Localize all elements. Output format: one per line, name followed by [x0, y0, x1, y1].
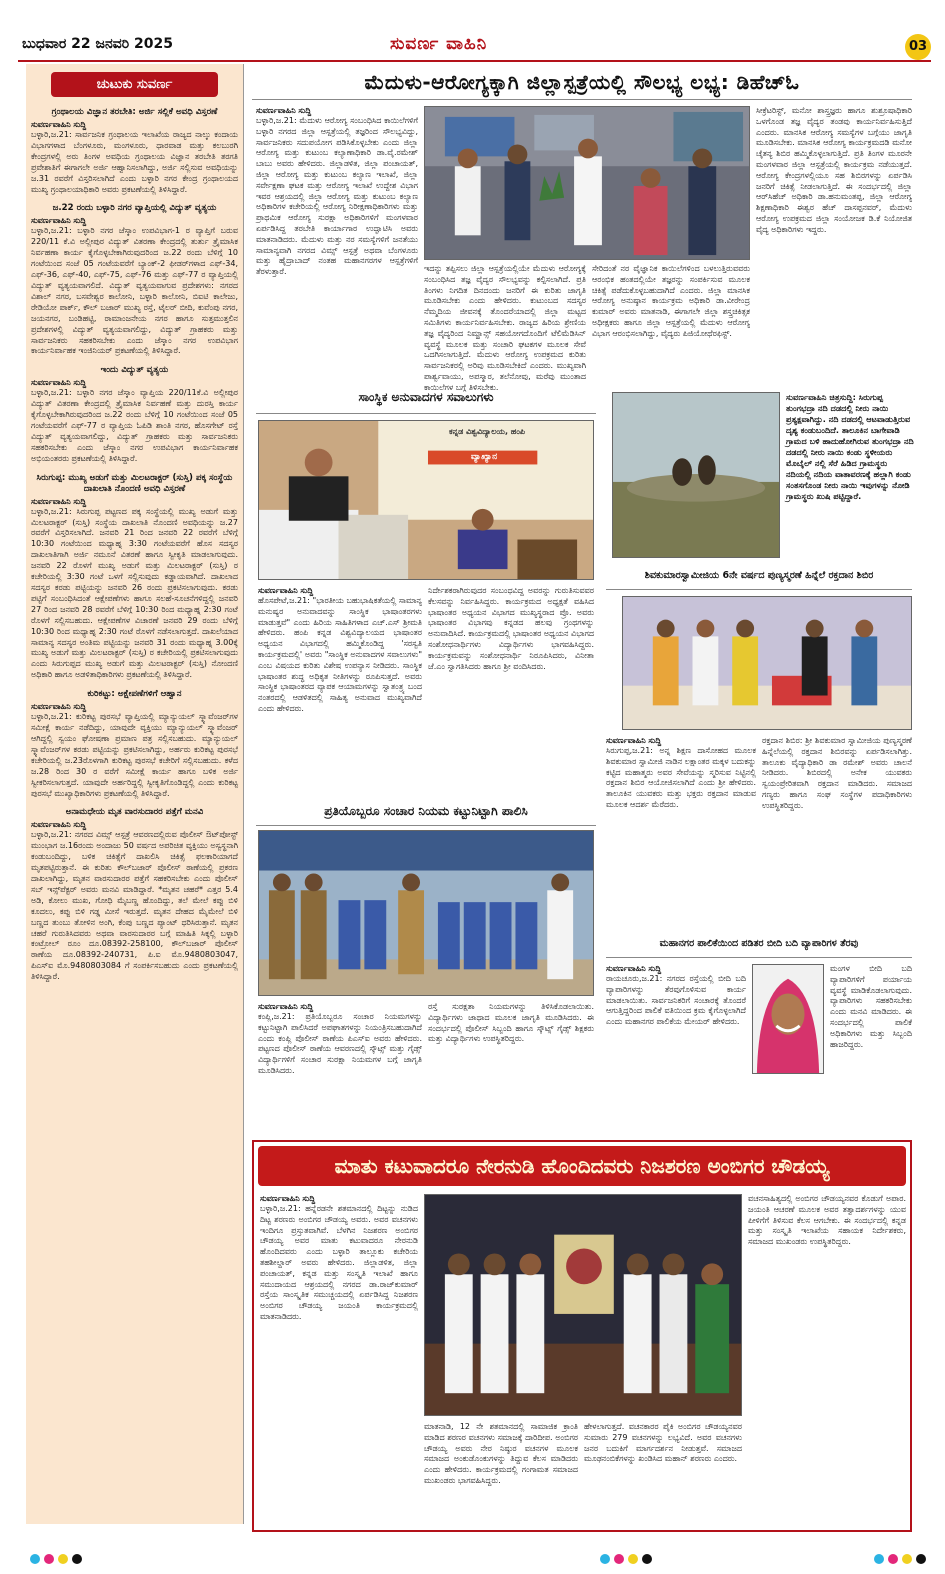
- masthead-rule: [18, 60, 931, 62]
- magenta-mark: [888, 1554, 898, 1564]
- brief-news-text: ಬಳ್ಳಾರಿ,ಜ.21: ಸಿರುಗುಪ್ಪ ಪಟ್ಟಣದ ಪಕ್ಕ ಸಂಸ್ಥೆಯಲ್ಲಿ ಮುಖ್ಯ ಅಡುಗೆ ಮತ್ತು ಮಿಲಟರಾಕ್ಟರ್ (ಸುಸ್ತಿ) ಸಂಸ್ಥೆಯ ದಾಖಲಾತಿ ನೊಂದಣಿ ಅವಧಿಯನ್ನು ಜ.27 ರವರೆಗೆ ವಿಸ್ತರಿಸಲಾಗಿದೆ. ಜನವರಿ 21 ರಿಂದ ಜನವರಿ 22 ರವರೆಗೆ ಬೆಳಿಗ್ಗೆ 10:30 ಗಂಟೆಯಿಂದ ಮಧ್ಯಾಹ್ನ 3:30 ಗಂಟೆಯವರೆಗೆ ಹೊಸ ಸದಸ್ಯರ ದಾಖಲಾತಿಗಾಗಿ ಅರ್ಜಿ ನಮೂನೆ ವಿತರಣೆ ಹಾಗೂ ಸ್ವೀಕೃತಿ ಮಾಡಲಾಗುವುದು. ಜನವರಿ 22 ರೊಳಗೆ ಮುಖ್ಯ ಅಡುಗೆ ಮತ್ತು ಮಿಲಟರಾಕ್ಟರ್ (ಸುಸ್ತಿ) ರ ಕಚೇರಿಯಲ್ಲಿ 3:30 ಗಂಟೆ ಒಳಗೆ ಸಲ್ಲಿಸುವುದು ಕಡ್ಡಾಯವಾಗಿದೆ. ದಾಖಲಾದ ಸದಸ್ಯರ ಕರಡು ಪಟ್ಟಿಯನ್ನು ಜನವರಿ 26 ರಂದು ಪ್ರಕಟಿಸಲಾಗುವುದು. ಕರಡು ಪಟ್ಟಿಗೆ ಸಂಬಂಧಿಸಿದಂತೆ ಆಕ್ಷೇಪಣೆಗಳು ಹಾಗೂ ಸಲಹೆ-ಸೂಚನೆಗಳಿದ್ದಲ್ಲಿ ಜನವರಿ 27 ರಿಂದ ಜನವರಿ 28 ರವರೆಗೆ ಬೆಳಿಗ್ಗೆ 10:30 ರಿಂದ ಮಧ್ಯಾಹ್ನ 2:30 ಗಂಟೆ ರೊಳಗೆ ಸಲ್ಲಿಸಬಹುದು. ಆಕ್ಷೇಪಣೆಗಳ ವಿಚಾರಣೆ ಜನವರಿ 29 ರಂದು ಬೆಳಿಗ್ಗೆ 10:30 ರಿಂದ ಮಧ್ಯಾಹ್ನ 2:30 ಗಂಟೆ ರೊಳಗೆ ನಡೆಸಲಾಗುತ್ತದೆ. ದಾಖಲೆಯಾದ ಸಾಮಾನ್ಯ ಸದಸ್ಯರ ಅಂತಿಮ ಪಟ್ಟಿಯನ್ನು ಜನವರಿ 31 ರಂದು ಮಧ್ಯಾಹ್ನ 3.00ಕ್ಕೆ ಮುಖ್ಯ ಅಡುಗೆ ಮತ್ತು ಮಿಲಟರಾಕ್ಟರ್ (ಸುಸ್ತಿ) ರ ಕಚೇರಿಯಲ್ಲಿ ಪ್ರಕಟಿಸಲಾಗುವುದು ಎಂದು ಸಿರುಗುಪ್ಪದ ಮುಖ್ಯ ಅಡುಗೆ ಮತ್ತು ಮಿಲಟರಾಕ್ಟರ್ (ಸುಸ್ತಿ) ನೋಂದಣಿ ಅಧಿಕಾರಿ ಹಾಗೂ ಅಡಳಿತಾಧಿಕಾರಿಗಳು ಪ್ರಕಟಣೆಯಲ್ಲಿ ತಿಳಿಸಿದ್ದಾರೆ.: [31, 506, 238, 680]
- blood-camp-text: ಸಿರುಗುಪ್ಪ,ಜ.21: ಅನ್ನ ಶಿಕ್ಷಣ ದಾಸೋಹದ ಮೂಲಕ ಶಿವಕುಮಾರ ಸ್ವಾಮೀಜಿ ನಾಡಿನ ಲಕ್ಷಾಂತರ ಮಕ್ಕಳ ಬದುಕನ್ನು ಕಟ್ಟಿದ ಮಹಾತ್ಮರು ಅವರ ಸೇವೆಯನ್ನು ಸ್ಮರಿಸುವ ನಿಟ್ಟಿನಲ್ಲಿ ರಕ್ತದಾನ ಶಿಬಿರ ಆಯೋಜಿಸಲಾಗಿದೆ ಎಂದು ಶ್ರೀ ಹೇಳಿದರು. ತಾಲೂಕಿನ ಯುವಕರು ಮತ್ತು ಭಕ್ತರು ರಕ್ತದಾನ ಮಾಡುವ ಮೂಲಕ ಆದರ್ಶ ಮೆರೆದರು.: [606, 746, 756, 809]
- brief-news-item: [31, 203, 238, 357]
- cultural-banner-text: ಕನ್ನಡ ವಿಶ್ವವಿದ್ಯಾಲಯ, ಹಂಪಿ: [448, 427, 526, 436]
- otter-photo: [612, 392, 780, 558]
- brief-news-text: ಬಳ್ಳಾರಿ,ಜ.21: ನಗರದ ವಿಮ್ಸ್ ಆಸ್ಪತ್ರೆ ಆವರಣದಲ್ಲಿರುವ ಪೊಲೀಸ್ ಔಟ್‌ಪೋಸ್ಟ್ ಮುಂಭಾಗ ಜ.16ರಂದು ಅಂದಾಜು 50 ವರ್ಷದ ಅಪರಿಚಿತ ವ್ಯಕ್ತಿಯು ಅಸ್ವಸ್ಥನಾಗಿ ಕಂಡುಬಂದಿದ್ದು, ಬಳಿಕ ಚಿಕಿತ್ಸೆಗೆ ದಾಖಲಿಸಿ ಚಿಕಿತ್ಸೆ ಫಲಕಾರಿಯಾಗದೆ ಮೃತಪಟ್ಟಿರುತ್ತಾನೆ. ಈ ಕುರಿತು ಕೌಲ್‌ಬಜಾರ್ ಪೊಲೀಸ್ ಠಾಣೆಯಲ್ಲಿ ಪ್ರಕರಣ ದಾಖಲಾಗಿದ್ದು, ಮೃತನ ವಾರಸುದಾರರ ಪತ್ತೆಗೆ ಸಹಕರಿಸಬೇಕು ಎಂದು ಪೊಲೀಸ್ ಸಬ್ ಇನ್ಸ್‌ಪೆಕ್ಟರ್ ಅವರು ಮನವಿ ಮಾಡಿದ್ದಾರೆ. *ಮೃತನ ಚಹರೆ* ಎತ್ತರ 5.4 ಅಡಿ, ಕೋಲು ಮುಖ, ಗೋಧಿ ಮೈಬಣ್ಣ ಹೊಂದಿದ್ದು, ತಲೆ ಮೇಲೆ ಕಪ್ಪು ಬಿಳಿ ಕೂದಲು, ಕಪ್ಪು ಬಿಳಿ ಗಡ್ಡ ಮೀಸೆ ಇರುತ್ತದೆ. ಮೃತನ ದೇಹದ ಮೈಮೇಲೆ ಬಿಳಿ ಬಣ್ಣದ ತುಂಬು ತೋಳಿನ ಅಂಗಿ, ಕೆಂಪು ಬಣ್ಣದ ಪ್ಯಾಂಟ್ ಧರಿಸಿರುತ್ತಾನೆ. ಮೃತನ ಚಹರೆ ಗುರುತಿಸಿದವರು ಅಥವಾ ವಾರಸುದಾರರ ಬಗ್ಗೆ ಮಾಹಿತಿ ಸಿಕ್ಕಲ್ಲಿ ಬಳ್ಳಾರಿ ಕಂಟ್ರೋಲ್ ರೂಂ ದೂ.08392-258100, ಕೌಲ್‌ಬಜಾರ್ ಪೊಲೀಸ್ ಠಾಣೆಯ ದೂ.08392-240731, ಪಿ.ಐ ಮೊ.9480803047, ಪಿಎಸ್‌ಐ ಮೊ.9480803084 ಗೆ ಸಂಪರ್ಕಿಸಬಹುದು ಎಂದು ಪ್ರಕಟಣೆಯಲ್ಲಿ ತಿಳಿಸಿದ್ದಾರೆ.: [31, 830, 238, 982]
- blood-camp-col2: [762, 736, 912, 932]
- brief-news-byline: ಸುವರ್ಣವಾಹಿನಿ ಸುದ್ದಿ: [31, 120, 87, 129]
- black-mark: [72, 1554, 82, 1564]
- brief-news-title: ಜ.22 ರಂದು ಬಳ್ಳಾರಿ ನಗರ ವ್ಯಾಪ್ತಿಯಲ್ಲಿ ವಿದ್ಯುತ್ ವ್ಯತ್ಯಯ: [52, 203, 217, 214]
- brief-news-text: ಬಳ್ಳಾರಿ,ಜ.21: ಕುರಿಕಟ್ಟ ಪುರಸಭೆ ವ್ಯಾಪ್ತಿಯಲ್ಲಿ ಮ್ಯಾನ್ಯುಯಲ್ ಸ್ಕ್ಯಾವೆಂಜರ್‌ಗಳ ಸಮೀಕ್ಷೆ ಕಾರ್ಯ ನಡೆದಿದ್ದು, ಯಾವುದೇ ವ್ಯಕ್ತಿಯು ಮ್ಯಾನ್ಯುಯಲ್ ಸ್ಕ್ಯಾವೆಂಜರ್ ಆಗಿದ್ದಲ್ಲಿ ಸ್ವಯಂ ಘೋಷಣಾ ಪ್ರಮಾಣ ಪತ್ರ ಸಲ್ಲಿಸಬಹುದು. ಮ್ಯಾನ್ಯುಯಲ್ ಸ್ಕ್ಯಾವೆಂಜರ್‌ಗಳ ಕರಡು ಪಟ್ಟಿಯನ್ನು ಪ್ರಕಟಿಸಲಾಗಿದ್ದು, ಅರ್ಹರು ಕುರಿಕಟ್ಟ ಪುರಸಭೆ ಕಚೇರಿಯಲ್ಲಿ ಜ.23ರೊಳಗಾಗಿ ಕುರಿಕಟ್ಟ ಪುರಸಭೆ ಕಚೇರಿಗೆ ಸಲ್ಲಿಸಬಹುದು. ಕಳೆದ ಜ.28 ರಿಂದ 30 ರ ವರೆಗೆ ಸಮೀಕ್ಷೆ ಕಾರ್ಯ ಹಾಗೂ ಬಳಿಕ ಅರ್ಜಿ ಸ್ವೀಕರಿಸಲಾಗುತ್ತದೆ. ಯಾವುದೇ ಅರ್ಹರಿದ್ದಲ್ಲಿ ಸ್ವೀಕೃತಿಗೊಂಡಿದ್ದಲ್ಲಿ ಎಂದು ಕುರಿಕಟ್ಟ ಪುರಸಭೆ ಮುಖ್ಯಾಧಿಕಾರಿಗಳು ಪ್ರಕಟಣೆಯಲ್ಲಿ ತಿಳಿಸಿದ್ದಾರೆ.: [31, 712, 238, 798]
- bottom-feature-col3: [584, 1422, 742, 1522]
- main-story-text: ಇದನ್ನು ತಪ್ಪಿಸಲು ಜಿಲ್ಲಾ ಆಸ್ಪತ್ರೆಯಲ್ಲಿಯೇ ಮೆದುಳು ಆರೋಗ್ಯಕ್ಕೆ ಸಂಬಂಧಿಸಿದ ತಜ್ಞ ವೈದ್ಯರ ಸೌಲಭ್ಯವನ್ನು ಕಲ್ಪಿಸಲಾಗಿದೆ. ಪ್ರತಿ ತಿಂಗಳು ನಿಗದಿತ ದಿನದಂದು ಜನರಿಗೆ ಈ ಕುರಿತು ಜಾಗೃತಿ ಮೂಡಿಸಬೇಕು ಎಂದು ಹೇಳಿದರು. ಕುಟುಂಬದ ಸದಸ್ಯರ ನೆಮ್ಮದಿಯ ಜೀವನಕ್ಕೆ ತೊಂದರೆಯಾದಲ್ಲಿ ಜಿಲ್ಲಾ ಮಟ್ಟದ ಸಮಿತಿಗಳು ಕಾರ್ಯನಿರ್ವಹಿಸಬೇಕು. ರಾಜ್ಯದ ಹಿರಿಯ ಶ್ರೇಣಿಯ ತಜ್ಞ ವೈದ್ಯರಿಂದ ನಿಮ್ಹಾನ್ಸ್ ಸಹಯೋಗದೊಂದಿಗೆ ಟೆಲಿಮೆಡಿಸಿನ್ ವ್ಯವಸ್ಥೆ ಮೂಲಕ ಮತ್ತು ಸಂಚಾರಿ ಘಟಕಗಳ ಮೂಲಕ ಸೇವೆ ಒದಗಿಸಲಾಗುತ್ತಿದೆ. ಮೆದುಳು ಆರೋಗ್ಯ ಉಪಕ್ರಮದ ಕುರಿತು ಸಾರ್ವಜನಿಕರಲ್ಲಿ ಅರಿವು ಮೂಡಿಸಬೇಕಿದೆ ಎಂದರು. ಮುಖ್ಯವಾಗಿ ಪಾರ್ಶ್ವವಾಯು, ಅಪಸ್ಮಾರ, ತಲೆನೋವು, ಮರೆವು ಮುಂತಾದ ಕಾಯಿಲೆಗಳ ಬಗ್ಗೆ ತಿಳಿಸಬೇಕು.: [424, 264, 586, 392]
- mayor-portrait: [752, 964, 824, 1074]
- newspaper-logo: [390, 34, 487, 54]
- yellow-mark: [58, 1554, 68, 1564]
- main-story-text: ಸೇರಿದಂತೆ ನರ ವೈಜ್ಞಾನಿಕ ಕಾಯಿಲೆಗಳಿಂದ ಬಳಲುತ್ತಿರುವವರು ಆರಂಭಿಕ ಹಂತದಲ್ಲಿಯೇ ತಜ್ಞರನ್ನು ಸಂಪರ್ಕಿಸುವ ಮೂಲಕ ಚಿಕಿತ್ಸೆ ಪಡೆದುಕೊಳ್ಳಬಹುದಾಗಿದೆ ಎಂದರು. ಜಿಲ್ಲಾ ಮಾನಸಿಕ ಆರೋಗ್ಯ ಅನುಷ್ಠಾನ ಕಾರ್ಯಕ್ರಮ ಅಧಿಕಾರಿ ಡಾ.ವೀರೇಂದ್ರ ಕುಮಾರ್ ಅವರು ಮಾತನಾಡಿ, ಈಗಾಗಲೇ ಜಿಲ್ಲಾ ಶಸ್ತ್ರಚಿಕಿತ್ಸಕ ಅಧೀಕ್ಷಕರು ಹಾಗೂ ಜಿಲ್ಲಾ ಆಸ್ಪತ್ರೆಯಲ್ಲಿ ಮೆದುಳು ಆರೋಗ್ಯ ವಿಭಾಗ ಆರಂಭಿಸಲಾಗಿದ್ದು, ವೈದ್ಯರು ಪಿಜಿಯೋಥೆರಫಿಸ್ಟ್.: [592, 264, 750, 338]
- traffic-story-col1: [258, 1002, 422, 1132]
- blood-camp-photo: [622, 596, 912, 730]
- brief-news-byline: ಸುವರ್ಣವಾಹಿನಿ ಸುದ್ದಿ: [31, 216, 87, 226]
- blood-camp-text: ರಕ್ತದಾನ ಶಿಬಿರ: ಶ್ರೀ ಶಿವಕುಮಾರ ಸ್ವಾಮೀಜಿಯ ಪುಣ್ಯಸ್ಮರಣೆ ಹಿನ್ನೆಲೆಯಲ್ಲಿ ರಕ್ತದಾನ ಶಿಬಿರವನ್ನು ಏರ್ಪಡಿಸಲಾಗಿತ್ತು. ತಾಲೂಕು ವೈದ್ಯಾಧಿಕಾರಿ ಡಾ ರಮೇಶ್ ಅವರು ಚಾಲನೆ ನೀಡಿದರು. ಶಿಬಿರದಲ್ಲಿ ಅನೇಕ ಯುವಕರು ಸ್ವಯಂಪ್ರೇರಿತವಾಗಿ ರಕ್ತದಾನ ಮಾಡಿದರು. ಸಮಾಜದ ಗಣ್ಯರು ಹಾಗೂ ಸಂಘ ಸಂಸ್ಥೆಗಳ ಪದಾಧಿಕಾರಿಗಳು ಉಪಸ್ಥಿತರಿದ್ದರು.: [762, 736, 912, 810]
- cyan-mark: [30, 1554, 40, 1564]
- brief-news-item: [31, 365, 238, 464]
- main-story-col1: [256, 106, 418, 390]
- brief-news-text: ಬಳ್ಳಾರಿ,ಜ.21: ಬಳ್ಳಾರಿ ನಗರ ಜೆಸ್ಕಾಂ ವ್ಯಾಪ್ತಿಯ 220/11ಕೆ.ವಿ ಅಲ್ಲೀಪುರ ವಿದ್ಯುತ್ ವಿತರಣಾ ಕೇಂದ್ರದಲ್ಲಿ ತ್ರೈಮಾಸಿಕ ನಿರ್ವಹಣೆ ಮತ್ತು ದುರಸ್ತಿ ಕಾರ್ಯ ಕೈಗೊಳ್ಳಬೇಕಾಗಿರುವುದರಿಂದ ಜ.22 ರಂದು ಬೆಳಿಗ್ಗೆ 10 ಗಂಟೆಯಿಂದ ಸಂಜೆ 05 ಗಂಟೆಯವರೆಗೆ ಎಫ್-77 ರ ವ್ಯಾಪ್ತಿಯ ಓಪಿಡಿ ಶಾಂತಿ ನಗರ, ಹೊಸಗೇಟ್ ರಸ್ತೆ ವಿದ್ಯುತ್ ವ್ಯತ್ಯಯವಾಗಲಿದ್ದು, ವಿದ್ಯುತ್ ಗ್ರಾಹಕರು ಮತ್ತು ಸಾರ್ವಜನಿಕರು ಸಹಕರಿಸಬೇಕು ಎಂದು ಜೆಸ್ಕಾಂ ನಗರ ಉಪವಿಭಾಗ ಕಾರ್ಯನಿರ್ವಾಹಕ ಅಭಿಯಂತರರು ಪ್ರಕಟಣೆಯಲ್ಲಿ ತಿಳಿಸಿದ್ದಾರೆ.: [31, 388, 238, 463]
- issue-date: ಬುಧವಾರ 22 ಜನವರಿ 2025: [22, 36, 173, 52]
- main-story-col3: [592, 264, 750, 380]
- brief-news-item: [31, 473, 238, 682]
- print-registration-marks: [0, 1540, 945, 1574]
- brief-news-item: [31, 689, 238, 799]
- main-headline: ಮೆದುಳು-ಆರೋಗ್ಯಕ್ಕಾಗಿ ಜಿಲ್ಲಾಸ್ಪತ್ರೆಯಲ್ಲಿ ಸೌಲಭ್ಯ ಲಭ್ಯ: ಡಿಹೆಚ್‌ಓ: [252, 66, 912, 100]
- bottom-feature-col2: [424, 1422, 578, 1522]
- brief-news-header: ಚುಟುಕು ಸುವರ್ಣ: [51, 72, 218, 97]
- otter-caption: ಸುವರ್ಣವಾಹಿನಿ ಚಿತ್ರಸುದ್ದಿ: ಸಿರುಗುಪ್ಪ ತುಂಗಭದ್ರಾ ನದಿ ದಡದಲ್ಲಿ ನೀರು ನಾಯಿ ಪ್ರತ್ಯಕ್ಷವಾಗಿದ್ದು. ನದಿ ದಡದಲ್ಲಿ ಆಟವಾಡುತ್ತಿರುವ ದೃಶ್ಯ ಕಂಡುಬಂದಿದೆ. ತಾಲೂಕಿನ ಬಾಗೇವಾಡಿ ಗ್ರಾಮದ ಬಳಿ ಹಾದುಹೋಗಿರುವ ತುಂಗಭದ್ರಾ ನದಿ ದಡದಲ್ಲಿ ನೀರು ನಾಯಿ ಕಂಡು ಸ್ಥಳೀಯರು ಮೊಬೈಲ್ ನಲ್ಲಿ ಸೆರೆ ಹಿಡಿದ ಗ್ರಾಮಸ್ಥರು ನದಿಯಲ್ಲಿ ನದಿಯ ವಾತಾವರಣಕ್ಕೆ ಹಲ್ಲಾಗಿ ಕಂಡು ಸಂತಸಗೊಂಡ ನೀರು ನಾಯಿ ಇವುಗಳನ್ನು ನೋಡಿ ಗ್ರಾಮಸ್ಥರು ಖುಷಿ ಪಟ್ಟಿದ್ದಾರೆ.: [786, 392, 914, 501]
- bottom-feature-byline: ಸುವರ್ಣವಾಹಿನಿ ಸುದ್ದಿ: [260, 1194, 316, 1203]
- bottom-feature-col1: [260, 1194, 418, 1526]
- blood-camp-headline: ಶಿವಕುಮಾರಸ್ವಾಮೀಜಿಯ 6ನೇ ವರ್ಷದ ಪುಣ್ಯಸ್ಮರಣೆ ಹಿನ್ನೆಲೆ ರಕ್ತದಾನ ಶಿಬಿರ: [606, 570, 912, 590]
- brief-news-column: [26, 64, 244, 1524]
- cultural-story-byline: ಸುವರ್ಣವಾಹಿನಿ ಸುದ್ದಿ: [258, 586, 314, 595]
- brief-news-title: ಸಿರುಗುಪ್ಪ: ಮುಖ್ಯ ಅಡುಗೆ ಮತ್ತು ಮಿಲಟರಾಕ್ಟರ್ (ಸುಸ್ತಿ) ಪಕ್ಕ ಸಂಸ್ಥೆಯ ದಾಖಲಾತಿ ನೊಂದಣಿ ಅವಧಿ ವಿಸ್ತರಣೆ: [36, 472, 233, 494]
- brief-news-text: ಬಳ್ಳಾರಿ,ಜ.21: ಬಳ್ಳಾರಿ ನಗರ ಜೆಸ್ಕಾಂ ಉಪವಿಭಾಗ-1 ರ ವ್ಯಾಪ್ತಿಗೆ ಬರುವ 220/11 ಕೆ.ವಿ ಅಲ್ಲೀಪುರ ವಿದ್ಯುತ್ ವಿತರಣಾ ಕೇಂದ್ರದಲ್ಲಿ ತುರ್ತು ತ್ರೈಮಾಸಿಕ ನಿರ್ವಹಣಾ ಕಾರ್ಯ ಕೈಗೊಳ್ಳಬೇಕಾಗಿರುವುದರಿಂದ ಜ.22 ರಂದು ಬೆಳಿಗ್ಗೆ 10 ಗಂಟೆಯಿಂದ ಸಂಜೆ 05 ಗಂಟೆಯವರೆಗೆ ಬ್ಯಾಂಕ್-2 ಫೀಡರ್‌ಗಳಾದ ಎಫ್-34, ಎಫ್-36, ಎಫ್-40, ಎಫ್-75, ಎಫ್-76 ಮತ್ತು ಎಫ್-77 ರ ವ್ಯಾಪ್ತಿಯಲ್ಲಿ ವಿದ್ಯುತ್ ವ್ಯತ್ಯಯವಾಗಲಿದೆ. ವಿದ್ಯುತ್ ವ್ಯತ್ಯಯವಾಗುವ ಪ್ರದೇಶಗಳು: ನಗರದ ವಿಶಾಲ್ ನಗರ, ಬಸವೇಶ್ವರ ಕಾಲೋನಿ, ಬಳ್ಳಾರಿ ಕಾಲೋನಿ, ಬಿಐಟಿ ಕಾಲೇಜು, ರೇಡಿಯೋ ಪಾರ್ಕ್, ಕೌಲ್ ಬಜಾರ್ ಮುಖ್ಯ ರಸ್ತೆ, ಟೈಲರ್ ಬೀದಿ, ಕುವೆಂಪು ನಗರ, ಜಯನಗರ, ಬಂಡಿಹಟ್ಟಿ, ರಾಮಾಂಜನೇಯ ನಗರ ಹಾಗೂ ಸುತ್ತಮುತ್ತಲಿನ ಪ್ರದೇಶಗಳಲ್ಲಿ ವಿದ್ಯುತ್ ವ್ಯತ್ಯಯವಾಗಲಿದ್ದು, ವಿದ್ಯುತ್ ಗ್ರಾಹಕರು ಮತ್ತು ಸಾರ್ವಜನಿಕರು ಸಹಕರಿಸಬೇಕು ಎಂದು ಜೆಸ್ಕಾಂ ನಗರ ಉಪವಿಭಾಗ ಕಾರ್ಯನಿರ್ವಾಹಕ ಇಂಜಿನಿಯರ್ ಪ್ರಕಟಣೆಯಲ್ಲಿ ತಿಳಿಸಿದ್ದಾರೆ.: [31, 226, 238, 356]
- brief-news-text: ಬಳ್ಳಾರಿ,ಜ.21: ಸಾರ್ವಜನಿಕ ಗ್ರಂಥಾಲಯ ಇಲಾಖೆಯ ರಾಜ್ಯದ ನಾಲ್ಕು ಕಂದಾಯ ವಿಭಾಗಗಳಾದ ಬೆಂಗಳೂರು, ಮಂಗಳೂರು, ಧಾರವಾಡ ಮತ್ತು ಕಲಬುರಗಿ ಕೇಂದ್ರಗಳಲ್ಲಿ ಅರು ತಿಂಗಳ ಅವಧಿಯ ಗ್ರಂಥಾಲಯ ವಿಜ್ಞಾನ ತರಬೇತಿ ತರಗತಿ ಪ್ರವೇಶಾತಿಗೆ ಈಗಾಗಲೇ ಅರ್ಜಿ ಆಹ್ವಾನಿಸಲಾಗಿದ್ದು, ಅರ್ಜಿ ಸಲ್ಲಿಸುವ ಅವಧಿಯನ್ನು ಜ.31 ರವರೆಗೆ ವಿಸ್ತರಿಸಲಾಗಿದೆ ಎಂದು ಬಳ್ಳಾರಿ ನಗರ ಕೇಂದ್ರ ಗ್ರಂಥಾಲಯದ ಮುಖ್ಯ ಗ್ರಂಥಾಲಯಾಧಿಕಾರಿ ಅವರು ಪ್ರಕಟಣೆಯಲ್ಲಿ ತಿಳಿಸಿದ್ದಾರೆ.: [31, 130, 238, 194]
- brief-news-byline: ಸುವರ್ಣವಾಹಿನಿ ಸುದ್ದಿ: [31, 702, 87, 712]
- traffic-story-text: ಕಂಪ್ಲಿ,ಜ.21: ಪ್ರತಿಯೊಬ್ಬರೂ ಸಂಚಾರ ನಿಯಮಗಳನ್ನು ಕಟ್ಟುನಿಟ್ಟಾಗಿ ಪಾಲಿಸಿದರೆ ಅಪಘಾತಗಳನ್ನು ನಿಯಂತ್ರಿಸಬಹುದಾಗಿದೆ ಎಂದು ಕಂಪ್ಲಿ ಪೊಲೀಸ್ ಠಾಣೆಯ ಪಿಎಸ್‌ಐ ಅವರು ಹೇಳಿದರು. ಪಟ್ಟಣದ ಪೊಲೀಸ್ ಠಾಣೆಯ ಆವರಣದಲ್ಲಿ ಸ್ಕೌಟ್ಸ್ ಮತ್ತು ಗೈಡ್ಸ್ ವಿದ್ಯಾರ್ಥಿಗಳಿಗೆ ಸಂಚಾರ ಸುರಕ್ಷಾ ನಿಯಮಗಳ ಬಗ್ಗೆ ಜಾಗೃತಿ ಮೂಡಿಸಿದರು.: [258, 1012, 422, 1075]
- black-mark: [916, 1554, 926, 1564]
- bottom-feature-text: ಬಳ್ಳಾರಿ,ಜ.21: ಹನ್ನೆರಡನೇ ಶತಮಾನದಲ್ಲಿ ದಿಟ್ಟನ್ನು ನುಡಿದ ದಿಟ್ಟ ಶರಣರು ಅಂಬಿಗರ ಚೌಡಯ್ಯ ಅವರು. ಅವರ ವಚನಗಳು ಇಂದಿಗೂ ಪ್ರಸ್ತುತವಾಗಿವೆ. ಬೆಳಗಿನ ನಿಜಶರಣ ಅಂಬಿಗರ ಚೌಡಯ್ಯ ಅವರ ಮಾತು ಕಟುವಾದರೂ ನೇರನುಡಿ ಹೊಂದಿದವರು ಎಂದು ಬಳ್ಳಾರಿ ತಾಲ್ಲೂಕು ಕಚೇರಿಯ ತಹಶೀಲ್ದಾರ್ ಅವರು ಹೇಳಿದರು. ಜಿಲ್ಲಾಡಳಿತ, ಜಿಲ್ಲಾ ಪಂಚಾಯತ್, ಕನ್ನಡ ಮತ್ತು ಸಂಸ್ಕೃತಿ ಇಲಾಖೆ ಹಾಗೂ ಸಮುದಾಯದ ಆಶ್ರಯದಲ್ಲಿ ನಗರದ ಡಾ.ರಾಜ್‌ಕುಮಾರ್ ರಸ್ತೆಯ ಸಾಂಸ್ಕೃತಿಕ ಸಮುಚ್ಚಯದಲ್ಲಿ ಏರ್ಪಡಿಸಿದ್ದ ನಿಜಶರಣ ಅಂಬಿಗರ ಚೌಡಯ್ಯ ಜಯಂತಿ ಕಾರ್ಯಕ್ರಮದಲ್ಲಿ ಮಾತನಾಡಿದರು.: [260, 1204, 418, 1321]
- cultural-banner-title: ವ್ಯಾಖ್ಯಾನ: [470, 452, 498, 462]
- blood-camp-byline: ಸುವರ್ಣವಾಹಿನಿ ಸುದ್ದಿ: [606, 736, 662, 745]
- traffic-story-text: ರಸ್ತೆ ಸುರಕ್ಷತಾ ನಿಯಮಗಳನ್ನು ತಿಳಿಸಿಕೊಡಲಾಯಿತು. ವಿದ್ಯಾರ್ಥಿಗಳು ಜಾಥಾದ ಮೂಲಕ ಜಾಗೃತಿ ಮೂಡಿಸಿದರು. ಈ ಸಂದರ್ಭದಲ್ಲಿ ಪೊಲೀಸ್ ಸಿಬ್ಬಂದಿ ಹಾಗೂ ಸ್ಕೌಟ್ಸ್ ಗೈಡ್ಸ್ ಶಿಕ್ಷಕರು ಮತ್ತು ವಿದ್ಯಾರ್ಥಿಗಳು ಉಪಸ್ಥಿತರಿದ್ದರು.: [428, 1002, 594, 1044]
- cyan-mark: [874, 1554, 884, 1564]
- cultural-story-col2: [428, 586, 594, 796]
- brief-news-byline: ಸುವರ್ಣವಾಹಿನಿ ಸುದ್ದಿ: [31, 496, 87, 506]
- vendor-story-headline: ಮಹಾನಗರ ಪಾಲಿಕೆಯಿಂದ ಪಡಿತರ ಬೀದಿ ಬದಿ ವ್ಯಾಪಾರಿಗಳ ತೆರವು: [606, 938, 912, 958]
- yellow-mark: [628, 1554, 638, 1564]
- vendor-story-col1: [606, 964, 746, 1134]
- brief-news-title: ಗ್ರಂಥಾಲಯ ವಿಜ್ಞಾನ ತರಬೇತಿ: ಅರ್ಜಿ ಸಲ್ಲಿಕೆ ಅವಧಿ ವಿಸ್ತರಣೆ: [51, 107, 218, 117]
- traffic-story-photo: [258, 830, 594, 996]
- vendor-story-byline: ಸುವರ್ಣವಾಹಿನಿ ಸುದ್ದಿ: [606, 964, 662, 973]
- brief-news-title: ಇಂದು ವಿದ್ಯುತ್ ವ್ಯತ್ಯಯ: [100, 365, 169, 376]
- vendor-story-text: ರಾಯಚೂರು,ಜ.21: ನಗರದ ರಸ್ತೆಯಲ್ಲಿ ಬೀದಿ ಬದಿ ವ್ಯಾಪಾರಿಗಳನ್ನು ತೆರವುಗೊಳಿಸುವ ಕಾರ್ಯ ಮಾಡಲಾಯಿತು. ಸಾರ್ವಜನಿಕರಿಗೆ ಸಂಚಾರಕ್ಕೆ ತೊಂದರೆ ಆಗುತ್ತಿದ್ದರಿಂದ ಪಾಲಿಕೆ ವತಿಯಿಂದ ಕ್ರಮ ಕೈಗೊಳ್ಳಲಾಗಿದೆ ಎಂದು ಮಹಾನಗರ ಪಾಲಿಕೆಯ ಮೇಯರ್ ಹೇಳಿದರು.: [606, 974, 746, 1027]
- cultural-story-photo: [258, 420, 594, 580]
- main-story-photo: [424, 106, 750, 260]
- blood-camp-col1: [606, 736, 756, 932]
- bottom-feature-photo: [424, 1194, 742, 1416]
- bottom-feature-box: [252, 1140, 912, 1532]
- main-story-byline: ಸುವರ್ಣವಾಹಿನಿ ಸುದ್ದಿ: [256, 106, 312, 115]
- brief-news-title: ಅನಾಮಧೇಯ ಮೃತ ವಾರಸುದಾರರ ಪತ್ತೆಗೆ ಮನವಿ: [65, 807, 204, 818]
- traffic-story-col2: [428, 1002, 594, 1132]
- vendor-story-text: ಮಂಗಳ ಬೀದಿ ಬದಿ ವ್ಯಾಪಾರಿಗಳಿಗೆ ಪರ್ಯಾಯ ವ್ಯವಸ್ಥೆ ಮಾಡಿಕೊಡಲಾಗುವುದು. ವ್ಯಾಪಾರಿಗಳು ಸಹಕರಿಸಬೇಕು ಎಂದು ಮನವಿ ಮಾಡಿದರು. ಈ ಸಂದರ್ಭದಲ್ಲಿ ಪಾಲಿಕೆ ಅಧಿಕಾರಿಗಳು ಮತ್ತು ಸಿಬ್ಬಂದಿ ಹಾಜರಿದ್ದರು.: [830, 964, 912, 1049]
- brief-news-title: ಕುರಿಕಟ್ಟು: ಅಕ್ಷೇಪಣೆಗಳಿಗೆ ಆಹ್ವಾನ: [87, 689, 182, 700]
- cultural-story-text: ಹೊಸಪೇಟೆ,ಜ.21: "ಭಾರತೀಯ ಬಹುಭಾಷಿಕತೆಯಲ್ಲಿ ಸಾಮಾನ್ಯ ಮನುಷ್ಯರ ಅನುವಾದವನ್ನು ಸಾಂಸ್ಥಿಕ ಭಾಷಾಂತರಗಳು ಮಾಡುತ್ತವೆ" ಎಂದು ಹಿರಿಯ ಸಾಹಿತಿಗಳಾದ ಎಚ್.ಎಸ್ ಶ್ರೀಮತಿ ಹೇಳಿದರು. ಹಂಪಿ ಕನ್ನಡ ವಿಶ್ವವಿದ್ಯಾಲಯದ ಭಾಷಾಂತರ ಅಧ್ಯಯನ ವಿಭಾಗದಲ್ಲಿ ಹಮ್ಮಿಕೊಂಡಿದ್ದ 'ಸರಸ್ವತಿ ಕಾರ್ಯಕ್ರಮದಲ್ಲಿ' ಅವರು "ಸಾಂಸ್ಥಿಕ ಅನುವಾದಗಳ ಸವಾಲುಗಳು" ಎಂಬ ವಿಷಯದ ಕುರಿತು ವಿಶೇಷ ಉಪನ್ಯಾಸ ನೀಡಿದರು. ಸಾಂಸ್ಥಿಕ ಭಾಷಾಂತರ ಶುದ್ಧ ಅಧಿಕೃತ ನೀತಿಗಳನ್ನು ರೂಪಿಸುತ್ತದೆ. ಅವರು ಸಾಂಸ್ಥಿಕ ಭಾಷಾಂತರದ ವ್ಯಾಪಕ ಆಯಾಮಗಳನ್ನು ಸ್ವಾತಂತ್ರ್ಯ ಬಂದ ನಂತರದಲ್ಲಿ ಆಡಳಿತದಲ್ಲಿ ಸಾಹಿತ್ಯ ಅನುವಾದ ಮುಖ್ಯವಾಗಿದೆ ಎಂದು ಹೇಳಿದರು.: [258, 596, 422, 713]
- magenta-mark: [614, 1554, 624, 1564]
- bottom-feature-col4: [748, 1194, 906, 1524]
- brief-news-item: [31, 807, 238, 983]
- bottom-feature-text: ಹೇಳಲಾಗುತ್ತದೆ. ವಚನಕಾರರ ಪೈಕಿ ಅಂಬಿಗರ ಚೌಡಯ್ಯನವರ ಸುಮಾರು 279 ವಚನಗಳನ್ನು ಲಭ್ಯವಿದೆ. ಅವರ ವಚನಗಳು ಜನರ ಬದುಕಿಗೆ ಮಾರ್ಗದರ್ಶನ ನೀಡುತ್ತವೆ. ಸಮಾಜದ ಮೂಢನಂಬಿಕೆಗಳನ್ನು ಖಂಡಿಸಿದ ಮಹಾನ್ ಶರಣರು ಎಂದರು.: [584, 1422, 742, 1464]
- masthead: [0, 0, 945, 62]
- main-story-col2: [424, 264, 586, 392]
- cyan-mark: [600, 1554, 610, 1564]
- brief-news-item: [31, 107, 238, 195]
- bottom-feature-text: ಮಾತನಾಡಿ, 12 ನೇ ಶತಮಾನದಲ್ಲಿ ಸಾಮಾಜಿಕ ಕ್ರಾಂತಿ ಮಾಡಿದ ಶರಣರ ವಚನಗಳು ಸಮಾಜಕ್ಕೆ ದಾರಿದೀಪ. ಅಂಬಿಗರ ಚೌಡಯ್ಯ ಅವರು ನೇರ ನಿಷ್ಠುರ ವಚನಗಳ ಮೂಲಕ ಸಮಾಜದ ಅಂಕುಡೊಂಕುಗಳನ್ನು ತಿದ್ದುವ ಕೆಲಸ ಮಾಡಿದರು ಎಂದು ಹೇಳಿದರು. ಕಾರ್ಯಕ್ರಮದಲ್ಲಿ ಗಂಗಾಮತ ಸಮಾಜದ ಮುಖಂಡರು ಭಾಗವಹಿಸಿದ್ದರು.: [424, 1422, 578, 1485]
- main-story-text: ಬಳ್ಳಾರಿ,ಜ.21: ಮೆದುಳು ಆರೋಗ್ಯ ಸಂಬಂಧಿಸಿದ ಕಾಯಿಲೆಗಳಿಗೆ ಬಳ್ಳಾರಿ ನಗರದ ಜಿಲ್ಲಾ ಆಸ್ಪತ್ರೆಯಲ್ಲಿ ತಜ್ಞರಿಂದ ಸೌಲಭ್ಯವಿದ್ದು, ಸಾರ್ವಜನಿಕರು ಸದುಪಯೋಗ ಪಡಿಸಿಕೊಳ್ಳಬೇಕು ಎಂದು ಜಿಲ್ಲಾ ಆರೋಗ್ಯ ಮತ್ತು ಕುಟುಂಬ ಕಲ್ಯಾಣಾಧಿಕಾರಿ ಡಾ.ವೈ.ರಮೇಶ್ ಬಾಬು ಅವರು ಹೇಳಿದರು. ಜಿಲ್ಲಾಡಳಿತ, ಜಿಲ್ಲಾ ಪಂಚಾಯತ್, ಜಿಲ್ಲಾ ಆರೋಗ್ಯ ಮತ್ತು ಕುಟುಂಬ ಕಲ್ಯಾಣ ಇಲಾಖೆ, ಜಿಲ್ಲಾ ಸರ್ವೇಕ್ಷಣಾ ಘಟಕ ಮತ್ತು ಆರೋಗ್ಯ ಇಲಾಖೆ ಉದ್ದೇಶ ವಿಭಾಗ ಇವರ ಆಶ್ರಯದಲ್ಲಿ ಜಿಲ್ಲಾ ಆರೋಗ್ಯ ಮತ್ತು ಕುಟುಂಬ ಕಲ್ಯಾಣ ಅಧಿಕಾರಿಗಳ ಕಚೇರಿಯಲ್ಲಿ ಆರೋಗ್ಯ ನಿರೀಕ್ಷಣಾಧಿಕಾರಿಗಳು ಮತ್ತು ಪ್ರಾಥಮಿಕ ಆರೋಗ್ಯ ಸುರಕ್ಷಾ ಅಧಿಕಾರಿಗಳಿಗೆ ಮಂಗಳವಾರ ಏರ್ಪಡಿಸಿದ್ದ ತರಬೇತಿ ಕಾರ್ಯಾಗಾರ ಉದ್ಘಾಟಿಸಿ ಅವರು ಮಾತನಾಡಿದರು. ಮೆದುಳು ಮತ್ತು ನರ ಸಮಸ್ಯೆಗಳಿಗೆ ಜನತೆಯು ಸಾಮಾನ್ಯವಾಗಿ ನಗರದ ವಿಮ್ಸ್ ಆಸ್ಪತ್ರೆ ಅಥವಾ ಬೆಂಗಳೂರು ಮತ್ತು ಹೈದ್ರಾಬಾದ್ ನಂತಹ ಮಹಾನಗರಗಳ ಆಸ್ಪತ್ರೆಗಳಿಗೆ ತೆರಳುತ್ತಾರೆ.: [256, 116, 418, 277]
- brief-news-byline: ಸುವರ್ಣವಾಹಿನಿ ಸುದ್ದಿ: [31, 820, 87, 830]
- magenta-mark: [44, 1554, 54, 1564]
- yellow-mark: [902, 1554, 912, 1564]
- main-story-col4: [756, 106, 912, 380]
- cultural-story-text: ನಿರ್ದೇಶಕರಾಗಿರುವುದರ ಸಂಬಂಧವಿದ್ದ ಅವರನ್ನು ಗುರುತಿಸುವವರ ಕೆಲಸವನ್ನು ನಿರ್ವಹಿಸಿದ್ದರು. ಕಾರ್ಯಕ್ರಮದ ಅಧ್ಯಕ್ಷತೆ ವಹಿಸಿದ ಭಾಷಾಂತರ ಅಧ್ಯಯನ ವಿಭಾಗದ ಮುಖ್ಯಸ್ಥರಾದ ಪ್ರೊ. ಅವರು ಭಾಷಾಂತರ ವಿಭಾಗವು ಕನ್ನಡದ ಹಲವು ಗ್ರಂಥಗಳನ್ನು ಅನುವಾದಿಸಿದೆ. ಕಾರ್ಯಕ್ರಮದಲ್ಲಿ ಭಾಷಾಂತರ ಅಧ್ಯಯನ ವಿಭಾಗದ ಸಂಶೋಧನಾರ್ಥಿಗಳು ವಿದ್ಯಾರ್ಥಿಗಳು ಭಾಗವಹಿಸಿದ್ದರು. ಕಾರ್ಯಕ್ರಮವನ್ನು ಸಂಶೋಧನಾರ್ಥಿ ನಿರೂಪಿಸಿದರು, ವಿನೀತಾ ಜೆ.ಎಂ ಸ್ವಾಗತಿಸಿದರು ಹಾಗೂ ಶ್ರೀ ವಂದಿಸಿದರು.: [428, 586, 594, 671]
- bottom-feature-headline: ಮಾತು ಕಟುವಾದರೂ ನೇರನುಡಿ ಹೊಂದಿದವರು ನಿಜಶರಣ ಅಂಬಿಗರ ಚೌಡಯ್ಯ: [258, 1146, 906, 1186]
- traffic-story-headline: ಪ್ರತಿಯೊಬ್ಬರೂ ಸಂಚಾರ ನಿಯಮ ಕಟ್ಟುನಿಟ್ಟಾಗಿ ಪಾಲಿಸಿ: [256, 804, 596, 826]
- newspaper-logo-text: ಸುವರ್ಣ ವಾಹಿನಿ: [390, 34, 488, 54]
- brief-news-byline: ಸುವರ್ಣವಾಹಿನಿ ಸುದ್ದಿ: [31, 378, 87, 388]
- cultural-story-col1: [258, 586, 422, 796]
- vendor-story-col2: [830, 964, 912, 1134]
- page-number: 03: [905, 34, 931, 60]
- cultural-story-headline: ಸಾಂಸ್ಥಿಕ ಅನುವಾದಗಳ ಸವಾಲುಗಳು: [256, 390, 596, 414]
- black-mark: [642, 1554, 652, 1564]
- main-story-text: ಸೀಕ್ರೆಟರಿಸ್ಟ್, ಮನೋ ಶಾಸ್ತ್ರಜ್ಞರು ಹಾಗೂ ಶುಶ್ರೂಷಾಧಿಕಾರಿ ಒಳಗೊಂಡ ತಜ್ಞ ವೈದ್ಯರ ತಂಡವು ಕಾರ್ಯನಿರ್ವಹಿಸುತ್ತಿದೆ ಎಂದರು. ಮಾನಸಿಕ ಆರೋಗ್ಯ ಸಮಸ್ಯೆಗಳ ಬಗ್ಗೆಯು ಜಾಗೃತಿ ಮೂಡಿಸಬೇಕು. ಮಾನಸಿಕ ಆರೋಗ್ಯ ಕಾರ್ಯಕ್ರಮದಡಿ ಮನೋ ಚೈತನ್ಯ ಶಿಬಿರ ಹಮ್ಮಿಕೊಳ್ಳಲಾಗುತ್ತಿದೆ. ಪ್ರತಿ ತಿಂಗಳ ಮೂರನೇ ಮಂಗಳವಾರ ಜಿಲ್ಲಾ ಆಸ್ಪತ್ರೆಯಲ್ಲಿ ಕಾರ್ಯಕ್ರಮ ನಡೆಯುತ್ತದೆ. ಆರೋಗ್ಯ ಕೇಂದ್ರಗಳಲ್ಲಿಯೂ ಸಹ ಶಿಬಿರಗಳನ್ನು ಏರ್ಪಡಿಸಿ ಜನರಿಗೆ ಚಿಕಿತ್ಸೆ ನೀಡಲಾಗುತ್ತಿದೆ. ಈ ಸಂದರ್ಭದಲ್ಲಿ ಜಿಲ್ಲಾ ಆರ್‌ಸಿಹೆಚ್ ಅಧಿಕಾರಿ ಡಾ.ಹನುಮಂತಪ್ಪ, ಜಿಲ್ಲಾ ಆರೋಗ್ಯ ಶಿಕ್ಷಣಾಧಿಕಾರಿ ಈಶ್ವರ ಹೆಚ್ ದಾಸಪ್ಪನವರ್, ಮೆದುಳು ಆರೋಗ್ಯ ಉಪಕ್ರಮದ ಜಿಲ್ಲಾ ಸಂಯೋಜಕ ಡಿ.ಕೆ ನಿಯೋಜಿತ ವೈದ್ಯ ಅಧಿಕಾರಿಗಳು ಇದ್ದರು.: [756, 106, 912, 234]
- bottom-feature-text: ವಚನಸಾಹಿತ್ಯದಲ್ಲಿ ಅಂಬಿಗರ ಚೌಡಯ್ಯನವರ ಕೊಡುಗೆ ಅಪಾರ. ಜಯಂತಿ ಆಚರಣೆ ಮೂಲಕ ಅವರ ತತ್ವಾದರ್ಶಗಳನ್ನು ಯುವ ಪೀಳಿಗೆಗೆ ತಿಳಿಸುವ ಕೆಲಸ ಆಗಬೇಕು. ಈ ಸಂದರ್ಭದಲ್ಲಿ ಕನ್ನಡ ಮತ್ತು ಸಂಸ್ಕೃತಿ ಇಲಾಖೆಯ ಸಹಾಯಕ ನಿರ್ದೇಶಕರು, ಸಮಾಜದ ಮುಖಂಡರು ಉಪಸ್ಥಿತರಿದ್ದರು.: [748, 1194, 906, 1247]
- traffic-story-byline: ಸುವರ್ಣವಾಹಿನಿ ಸುದ್ದಿ: [258, 1002, 314, 1011]
